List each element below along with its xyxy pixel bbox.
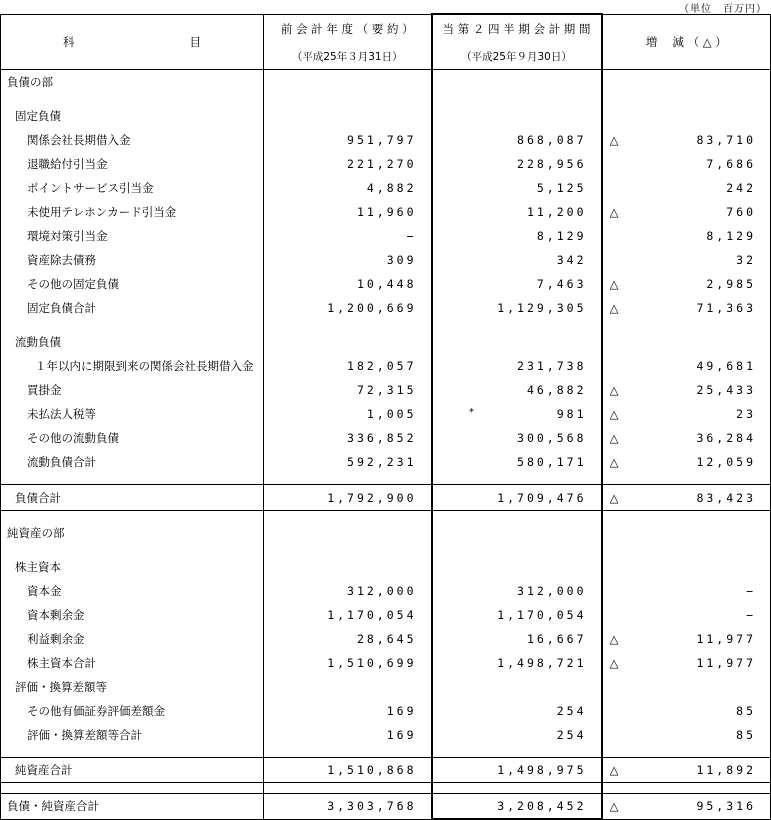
curr-value: 300,568 (432, 426, 602, 450)
table-row (1, 104, 771, 128)
curr-value: 46,882 (432, 378, 602, 402)
header-curr-date: （平成25年９月30日） (432, 43, 602, 70)
row-label: 流動負債 (1, 330, 264, 354)
table-row (1, 402, 771, 426)
prev-value: − (264, 224, 432, 248)
row-label: 純資産の部 (1, 521, 264, 545)
diff-value: 8,129 (626, 224, 771, 248)
prev-value (264, 555, 432, 579)
decrease-mark (602, 699, 626, 723)
diff-value: − (626, 579, 771, 603)
prev-value: 1,005 (264, 402, 432, 426)
curr-value: 1,498,721 (432, 651, 602, 675)
spacer-row (1, 320, 771, 330)
row-label: その他の固定負債 (1, 272, 264, 296)
diff-value: 11,977 (626, 627, 771, 651)
balance-sheet (0, 13, 770, 814)
curr-value: * 981 (432, 402, 602, 426)
prev-value: 169 (264, 723, 432, 747)
curr-value: 580,171 (432, 450, 602, 474)
diff-value: 71,363 (626, 296, 771, 320)
spacer-row (1, 474, 771, 485)
diff-value (626, 104, 771, 128)
prev-value: 1,510,868 (264, 758, 432, 783)
curr-value: 7,463 (432, 272, 602, 296)
decrease-mark: △ (602, 794, 626, 820)
prev-value (264, 521, 432, 545)
prev-value (264, 675, 432, 699)
row-label: 買掛金 (1, 378, 264, 402)
row-label: 利益剰余金 (1, 627, 264, 651)
diff-value (626, 330, 771, 354)
curr-value (432, 104, 602, 128)
spacer-row (1, 783, 771, 794)
decrease-mark (602, 224, 626, 248)
curr-value: 254 (432, 723, 602, 747)
row-label: 評価・換算差額等合計 (1, 723, 264, 747)
diff-value (626, 70, 771, 95)
header-prev-date: （平成25年３月31日） (264, 43, 432, 70)
curr-value: 228,956 (432, 152, 602, 176)
prev-value: 312,000 (264, 579, 432, 603)
curr-value: 11,200 (432, 200, 602, 224)
table-row (1, 521, 771, 545)
row-label: 未払法人税等 (1, 402, 264, 426)
prev-value: 951,797 (264, 128, 432, 152)
curr-value: 1,498,975 (432, 758, 602, 783)
grand-total-row (1, 794, 771, 820)
liabilities-total-row (1, 485, 771, 511)
decrease-mark: △ (602, 485, 626, 511)
diff-value: − (626, 603, 771, 627)
decrease-mark (602, 330, 626, 354)
row-label: 資本金 (1, 579, 264, 603)
row-label: 固定負債 (1, 104, 264, 128)
curr-value: 5,125 (432, 176, 602, 200)
prev-value: 3,303,768 (264, 794, 432, 820)
curr-value: 1,170,054 (432, 603, 602, 627)
row-label: １年以内に期限到来の関係会社長期借入金 (1, 354, 264, 378)
curr-value: 254 (432, 699, 602, 723)
decrease-mark (602, 603, 626, 627)
curr-value: 312,000 (432, 579, 602, 603)
diff-value: 32 (626, 248, 771, 272)
header-prev: 前 会 計 年 度 （ 要 約 ） (264, 14, 432, 43)
row-label: 純資産合計 (1, 758, 264, 783)
decrease-mark: △ (609, 632, 619, 646)
decrease-mark (602, 104, 626, 128)
prev-value: 28,645 (264, 627, 432, 651)
row-label: 負債・純資産合計 (1, 794, 264, 820)
curr-value (432, 675, 602, 699)
decrease-mark: △ (609, 656, 619, 670)
prev-value: 1,792,900 (264, 485, 432, 511)
prev-value (264, 330, 432, 354)
curr-value (432, 555, 602, 579)
table-row (1, 354, 771, 378)
decrease-mark (602, 248, 626, 272)
prev-value: 1,170,054 (264, 603, 432, 627)
diff-value: 12,059 (626, 450, 771, 474)
diff-value: 83,423 (626, 485, 771, 511)
prev-value: 10,448 (264, 272, 432, 296)
row-label: 負債の部 (1, 70, 264, 95)
curr-value: 868,087 (432, 128, 602, 152)
diff-value: 95,316 (626, 794, 771, 820)
table-row (1, 450, 771, 474)
row-label: 退職給付引当金 (1, 152, 264, 176)
header-diff: 増 減 （ △ ） (602, 14, 771, 70)
prev-value: 1,510,699 (264, 651, 432, 675)
decrease-mark: △ (602, 758, 626, 783)
spacer-row (1, 94, 771, 104)
unit-note: （単位 百万円） (679, 4, 767, 15)
prev-value: 592,231 (264, 450, 432, 474)
curr-value: 231,738 (432, 354, 602, 378)
diff-value: 760 (626, 200, 771, 224)
table-row (1, 248, 771, 272)
table-row (1, 579, 771, 603)
prev-value: 221,270 (264, 152, 432, 176)
prev-value: 72,315 (264, 378, 432, 402)
row-label: その他有価証券評価差額金 (1, 699, 264, 723)
table-row (1, 627, 771, 651)
diff-value: 23 (626, 402, 771, 426)
row-label: 関係会社長期借入金 (1, 128, 264, 152)
decrease-mark (602, 521, 626, 545)
decrease-mark: △ (609, 455, 619, 469)
decrease-mark: △ (609, 431, 619, 445)
decrease-mark (602, 723, 626, 747)
prev-value (264, 70, 432, 95)
diff-value: 85 (626, 723, 771, 747)
curr-value (432, 70, 602, 95)
table-row (1, 378, 771, 402)
diff-value: 85 (626, 699, 771, 723)
table-row (1, 296, 771, 320)
row-label: 評価・換算差額等 (1, 675, 264, 699)
prev-value (264, 104, 432, 128)
decrease-mark (602, 152, 626, 176)
diff-value (626, 521, 771, 545)
table-row (1, 70, 771, 95)
decrease-mark (602, 579, 626, 603)
decrease-mark: △ (609, 277, 619, 291)
curr-value: 8,129 (432, 224, 602, 248)
curr-value: 3,208,452 (432, 794, 602, 820)
table-row (1, 603, 771, 627)
spacer-row (1, 747, 771, 758)
header-item: 科 目 (1, 14, 264, 70)
table-row (1, 723, 771, 747)
prev-value: 1,200,669 (264, 296, 432, 320)
row-label: 環境対策引当金 (1, 224, 264, 248)
diff-value (626, 555, 771, 579)
table-row (1, 555, 771, 579)
row-label: 固定負債合計 (1, 296, 264, 320)
diff-value: 49,681 (626, 354, 771, 378)
table-row (1, 128, 771, 152)
diff-value: 36,284 (626, 426, 771, 450)
curr-value: 342 (432, 248, 602, 272)
note-mark: * (468, 407, 475, 418)
curr-value: 16,667 (432, 627, 602, 651)
diff-value: 11,892 (626, 758, 771, 783)
table-row (1, 675, 771, 699)
table-row (1, 152, 771, 176)
decrease-mark: △ (609, 205, 619, 219)
row-label: 資産除去債務 (1, 248, 264, 272)
table-row (1, 426, 771, 450)
curr-value: 1,129,305 (432, 296, 602, 320)
decrease-mark (602, 70, 626, 95)
header-curr: 当 第 ２ 四 半 期 会 計 期 間 (432, 14, 602, 43)
table-row (1, 176, 771, 200)
decrease-mark: △ (609, 133, 619, 147)
decrease-mark: △ (609, 383, 619, 397)
diff-value: 25,433 (626, 378, 771, 402)
equity-total-row (1, 758, 771, 783)
spacer-row (1, 545, 771, 555)
table-row (1, 200, 771, 224)
prev-value: 11,960 (264, 200, 432, 224)
decrease-mark: △ (609, 407, 619, 421)
row-label: 株主資本合計 (1, 651, 264, 675)
diff-value: 2,985 (626, 272, 771, 296)
table-row (1, 272, 771, 296)
row-label: ポイントサービス引当金 (1, 176, 264, 200)
table-row (1, 224, 771, 248)
table-row (1, 651, 771, 675)
row-label: その他の流動負債 (1, 426, 264, 450)
table-row (1, 330, 771, 354)
prev-value: 182,057 (264, 354, 432, 378)
decrease-mark (602, 675, 626, 699)
decrease-mark (602, 176, 626, 200)
prev-value: 309 (264, 248, 432, 272)
spacer-row (1, 511, 771, 522)
decrease-mark (602, 354, 626, 378)
prev-value: 169 (264, 699, 432, 723)
row-label: 株主資本 (1, 555, 264, 579)
table-row (1, 699, 771, 723)
curr-value: 1,709,476 (432, 485, 602, 511)
diff-value (626, 675, 771, 699)
row-label: 負債合計 (1, 485, 264, 511)
curr-value (432, 330, 602, 354)
decrease-mark: △ (609, 301, 619, 315)
balance-sheet-table (0, 13, 771, 820)
curr-value (432, 521, 602, 545)
diff-value: 242 (626, 176, 771, 200)
diff-value: 7,686 (626, 152, 771, 176)
decrease-mark (602, 555, 626, 579)
diff-value: 83,710 (626, 128, 771, 152)
row-label: 未使用テレホンカード引当金 (1, 200, 264, 224)
row-label: 流動負債合計 (1, 450, 264, 474)
prev-value: 4,882 (264, 176, 432, 200)
row-label: 資本剰余金 (1, 603, 264, 627)
prev-value: 336,852 (264, 426, 432, 450)
diff-value: 11,977 (626, 651, 771, 675)
